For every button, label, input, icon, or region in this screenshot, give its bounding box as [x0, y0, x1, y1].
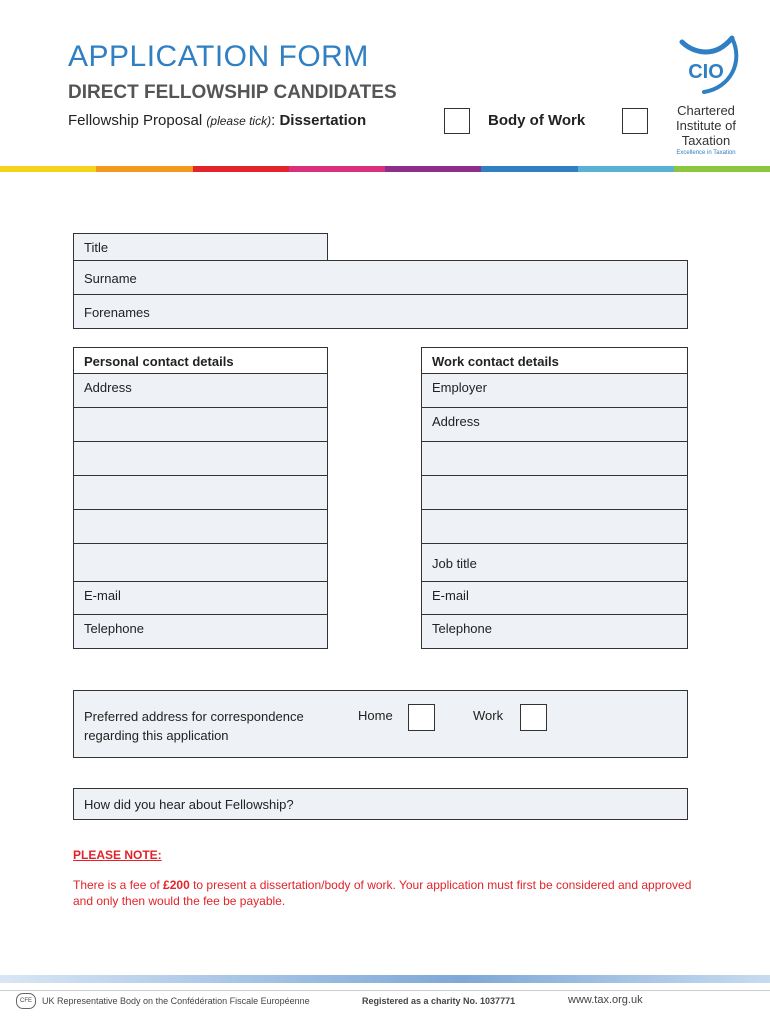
stripe-segment-1 [0, 166, 96, 172]
preferred-address-box [73, 690, 688, 758]
personal-telephone-field[interactable] [73, 614, 328, 649]
title-label: Title [84, 240, 109, 255]
form-subtitle: DIRECT FELLOWSHIP CANDIDATES [68, 82, 397, 103]
employer-label: Employer [432, 380, 487, 395]
personal-address-line-2[interactable] [73, 407, 328, 442]
fellowship-proposal-row [68, 112, 366, 129]
work-address-line-3[interactable] [421, 475, 688, 510]
work-heading-label: Work contact details [432, 354, 559, 369]
work-address-line-4[interactable] [421, 509, 688, 544]
personal-address-line-5[interactable] [73, 509, 328, 544]
surname-label: Surname [84, 271, 137, 286]
personal-address-line-3[interactable] [73, 441, 328, 476]
job-title-label: Job title [432, 556, 477, 571]
preferred-home-label: Home [358, 708, 393, 723]
preferred-work-label: Work [473, 708, 504, 723]
personal-telephone-label: Telephone [84, 621, 144, 636]
work-telephone-field[interactable] [421, 614, 688, 649]
cfe-badge-icon: CFE [16, 993, 36, 1009]
stripe-segment-5 [385, 166, 481, 172]
option-dissertation-label: Dissertation [279, 112, 367, 129]
stripe-segment-2 [96, 166, 192, 172]
footer-website[interactable]: www.tax.org.uk [568, 994, 643, 1006]
stripe-segment-4 [289, 166, 385, 172]
employer-field[interactable] [421, 373, 688, 408]
note-text-before: There is a fee of [73, 878, 164, 892]
body-of-work-checkbox[interactable] [622, 108, 648, 134]
forenames-field[interactable] [73, 294, 688, 329]
personal-email-label: E-mail [84, 588, 121, 603]
personal-heading-label: Personal contact details [84, 354, 234, 369]
work-contact-heading [421, 347, 688, 374]
job-title-field[interactable] [421, 543, 688, 582]
personal-contact-heading [73, 347, 328, 374]
preferred-home-checkbox[interactable] [408, 704, 435, 731]
footer-bar [0, 975, 770, 983]
work-address-label: Address [432, 414, 480, 429]
stripe-segment-7 [578, 166, 674, 172]
logo-line2: Institute of [676, 118, 736, 133]
stripe-segment-6 [481, 166, 577, 172]
form-title: APPLICATION FORM [68, 40, 369, 73]
work-address-field[interactable] [421, 407, 688, 442]
how-did-you-hear-field[interactable] [73, 788, 688, 820]
personal-address-label: Address [84, 380, 132, 395]
footer-charity: Registered as a charity No. 1037771 [362, 996, 516, 1006]
logo-mark-text: CIO [688, 61, 724, 83]
forenames-label: Forenames [84, 305, 150, 320]
personal-email-field[interactable] [73, 581, 328, 615]
proposal-hint: (please tick) [206, 114, 272, 128]
surname-field[interactable] [73, 260, 688, 295]
personal-address-field[interactable] [73, 373, 328, 408]
please-note-heading: PLEASE NOTE: [73, 848, 162, 862]
proposal-label: Fellowship Proposal [68, 112, 203, 129]
work-email-field[interactable] [421, 581, 688, 615]
footer-cfe-text: UK Representative Body on the Confédération Fiscale Européenne [42, 996, 310, 1006]
preferred-label-line1: Preferred address for correspondence [84, 709, 304, 724]
work-telephone-label: Telephone [432, 621, 492, 636]
colour-stripe [0, 166, 770, 172]
note-fee: £200 [163, 878, 190, 892]
logo-tagline: Excellence in Taxation [676, 150, 736, 156]
please-note-text [73, 877, 693, 909]
logo-line1: Chartered [677, 103, 735, 118]
note-text-after: to present a dissertation/body of work. Your application must first be considered and approved and only then would the fee be payable. [73, 878, 692, 908]
how-did-you-hear-label: How did you hear about Fellowship? [84, 797, 294, 812]
cio-owl-icon [660, 32, 752, 98]
preferred-label-line2: regarding this application [84, 728, 229, 743]
option-body-of-work-label: Body of Work [488, 112, 586, 129]
footer-divider [0, 990, 770, 991]
proposal-colon: : [271, 112, 276, 129]
dissertation-checkbox[interactable] [444, 108, 470, 134]
preferred-work-checkbox[interactable] [520, 704, 547, 731]
title-field[interactable] [73, 233, 328, 261]
work-address-line-2[interactable] [421, 441, 688, 476]
stripe-segment-8 [674, 166, 770, 172]
personal-address-line-4[interactable] [73, 475, 328, 510]
personal-address-line-6[interactable] [73, 543, 328, 582]
stripe-segment-3 [193, 166, 289, 172]
cio-logo [660, 32, 752, 156]
work-email-label: E-mail [432, 588, 469, 603]
logo-line3: Taxation [681, 133, 731, 148]
